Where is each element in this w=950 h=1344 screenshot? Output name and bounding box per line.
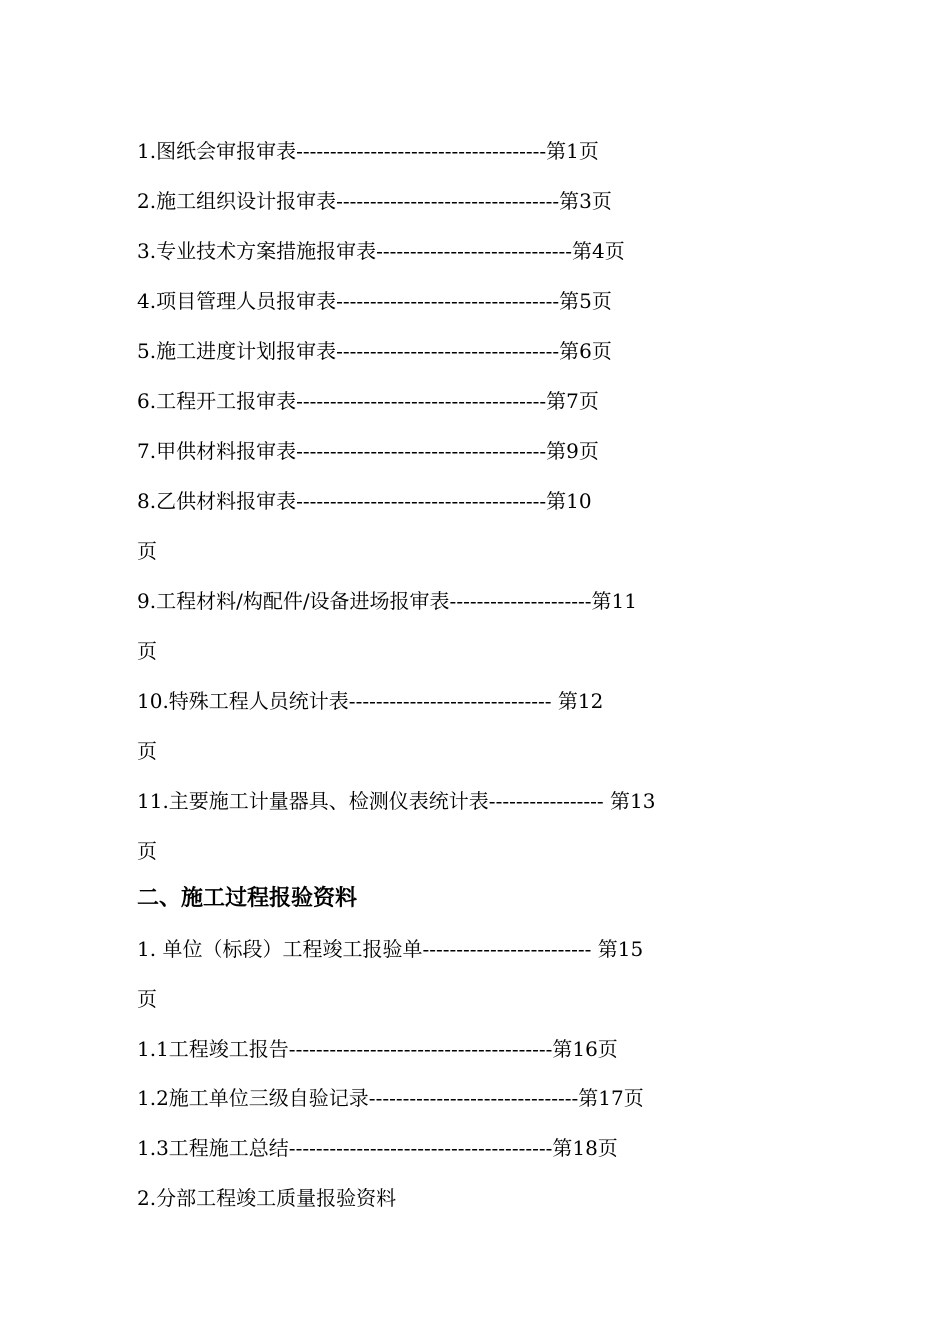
toc-line-9-continuation: 页 xyxy=(137,639,157,663)
section2-line-1: 1. 单位（标段）工程竣工报验单------------------------- 第15 xyxy=(137,937,644,961)
toc-line-10: 10.特殊工程人员统计表------------------------------ 第12 xyxy=(137,689,604,713)
toc-line-6: 6.工程开工报审表-------------------------------------第7页 xyxy=(137,389,599,413)
toc-line-11: 11.主要施工计量器具、检测仪表统计表----------------- 第13 xyxy=(137,789,656,813)
toc-line-9: 9.工程材料/构配件/设备进场报审表---------------------第11 xyxy=(137,589,637,613)
section2-line-5: 2.分部工程竣工质量报验资料 xyxy=(137,1186,397,1210)
section2-line-2: 1.1工程竣工报告---------------------------------------第16页 xyxy=(137,1037,618,1061)
toc-line-7: 7.甲供材料报审表-------------------------------------第9页 xyxy=(137,439,599,463)
section2-line-3: 1.2施工单位三级自验记录-------------------------------第17页 xyxy=(137,1086,644,1110)
toc-line-3: 3.专业技术方案措施报审表-----------------------------第4页 xyxy=(137,239,625,263)
toc-line-11-continuation: 页 xyxy=(137,839,157,863)
section2-line-4: 1.3工程施工总结---------------------------------------第18页 xyxy=(137,1136,618,1160)
toc-line-8: 8.乙供材料报审表-------------------------------------第10 xyxy=(137,489,592,513)
toc-line-10-continuation: 页 xyxy=(137,739,157,763)
toc-line-1: 1.图纸会审报审表-------------------------------------第1页 xyxy=(137,139,599,163)
section2-line-1-continuation: 页 xyxy=(137,987,157,1011)
toc-line-4: 4.项目管理人员报审表---------------------------------第5页 xyxy=(137,289,612,313)
toc-line-5: 5.施工进度计划报审表---------------------------------第6页 xyxy=(137,339,612,363)
toc-line-2: 2.施工组织设计报审表---------------------------------第3页 xyxy=(137,189,612,213)
toc-line-8-continuation: 页 xyxy=(137,539,157,563)
section-heading: 二、施工过程报验资料 xyxy=(137,886,358,911)
